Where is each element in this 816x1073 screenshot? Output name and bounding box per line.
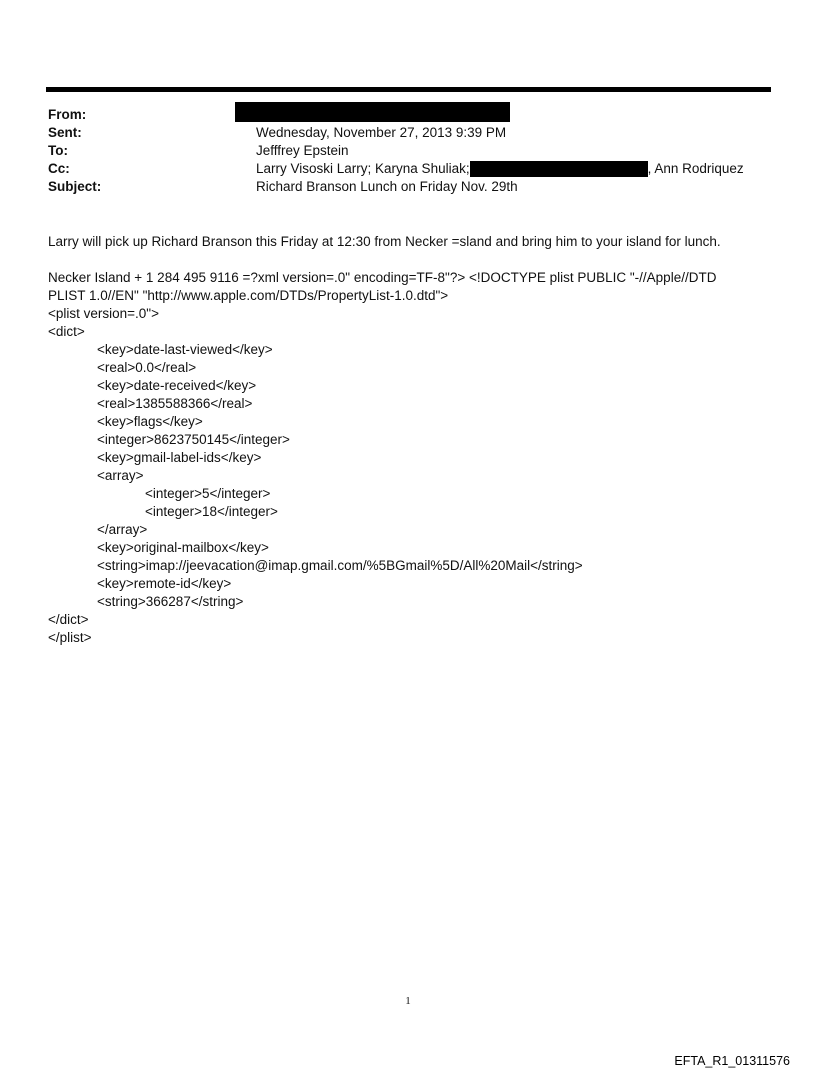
xml-line: <key>gmail-label-ids</key> [97,450,262,465]
email-header [48,106,768,196]
subject-label: Subject: [48,179,102,194]
xml-line: <key>date-last-viewed</key> [97,342,273,357]
xml-line: <real>0.0</real> [97,360,197,375]
xml-line: </array> [97,522,148,537]
xml-line: <key>date-received</key> [97,378,257,393]
page-number: 1 [405,995,411,1007]
from-row [48,106,768,124]
xml-line: <dict> [48,324,85,339]
email-body [48,233,773,647]
to-value: Jefffrey Epstein [256,143,349,158]
sent-label: Sent: [48,125,82,140]
xml-line: <key>remote-id</key> [97,576,232,591]
cc-value [256,160,744,178]
body-paragraph: Necker Island + 1 284 495 9116 =?xml version=.0" encoding=TF-8"?> <!DOCTYPE plist PUBLIC "-//Apple//DTD PLIST 1.0//EN" "http://www.apple.com/DTDs/PropertyList-1.0.dtd"> [48,270,717,303]
cc-value-before: Larry Visoski Larry; Karyna Shuliak; [256,161,470,176]
subject-row [48,178,768,196]
xml-line: <key>flags</key> [97,414,203,429]
xml-line: <string>366287</string> [97,594,244,609]
xml-line: <string>imap://jeevacation@imap.gmail.com/%5BGmail%5D/All%20Mail</string> [97,558,583,573]
sent-row [48,124,768,142]
to-label: To: [48,143,68,158]
sent-value: Wednesday, November 27, 2013 9:39 PM [256,125,507,140]
plist-xml-block [48,305,773,647]
xml-line: </dict> [48,612,89,627]
header-rule [46,87,771,92]
redaction-bar [235,102,510,122]
document-id: EFTA_R1_01311576 [674,1054,790,1068]
xml-line: </plist> [48,630,92,645]
cc-value-after: , Ann Rodriquez [647,161,744,176]
xml-line: <array> [97,468,144,483]
subject-value: Richard Branson Lunch on Friday Nov. 29th [256,179,518,194]
xml-line: <integer>18</integer> [145,504,278,519]
to-row [48,142,768,160]
redaction-bar [470,161,648,177]
from-label: From: [48,107,87,122]
body-paragraph: Larry will pick up Richard Branson this Friday at 12:30 from Necker =sland and bring him to your island for lunch. [48,234,721,249]
xml-line: <plist version=.0"> [48,306,159,321]
xml-line: <real>1385588366</real> [97,396,253,411]
cc-label: Cc: [48,161,70,176]
xml-line: <integer>5</integer> [145,486,271,501]
xml-line: <integer>8623750145</integer> [97,432,290,447]
xml-line: <key>original-mailbox</key> [97,540,269,555]
cc-row [48,160,768,178]
